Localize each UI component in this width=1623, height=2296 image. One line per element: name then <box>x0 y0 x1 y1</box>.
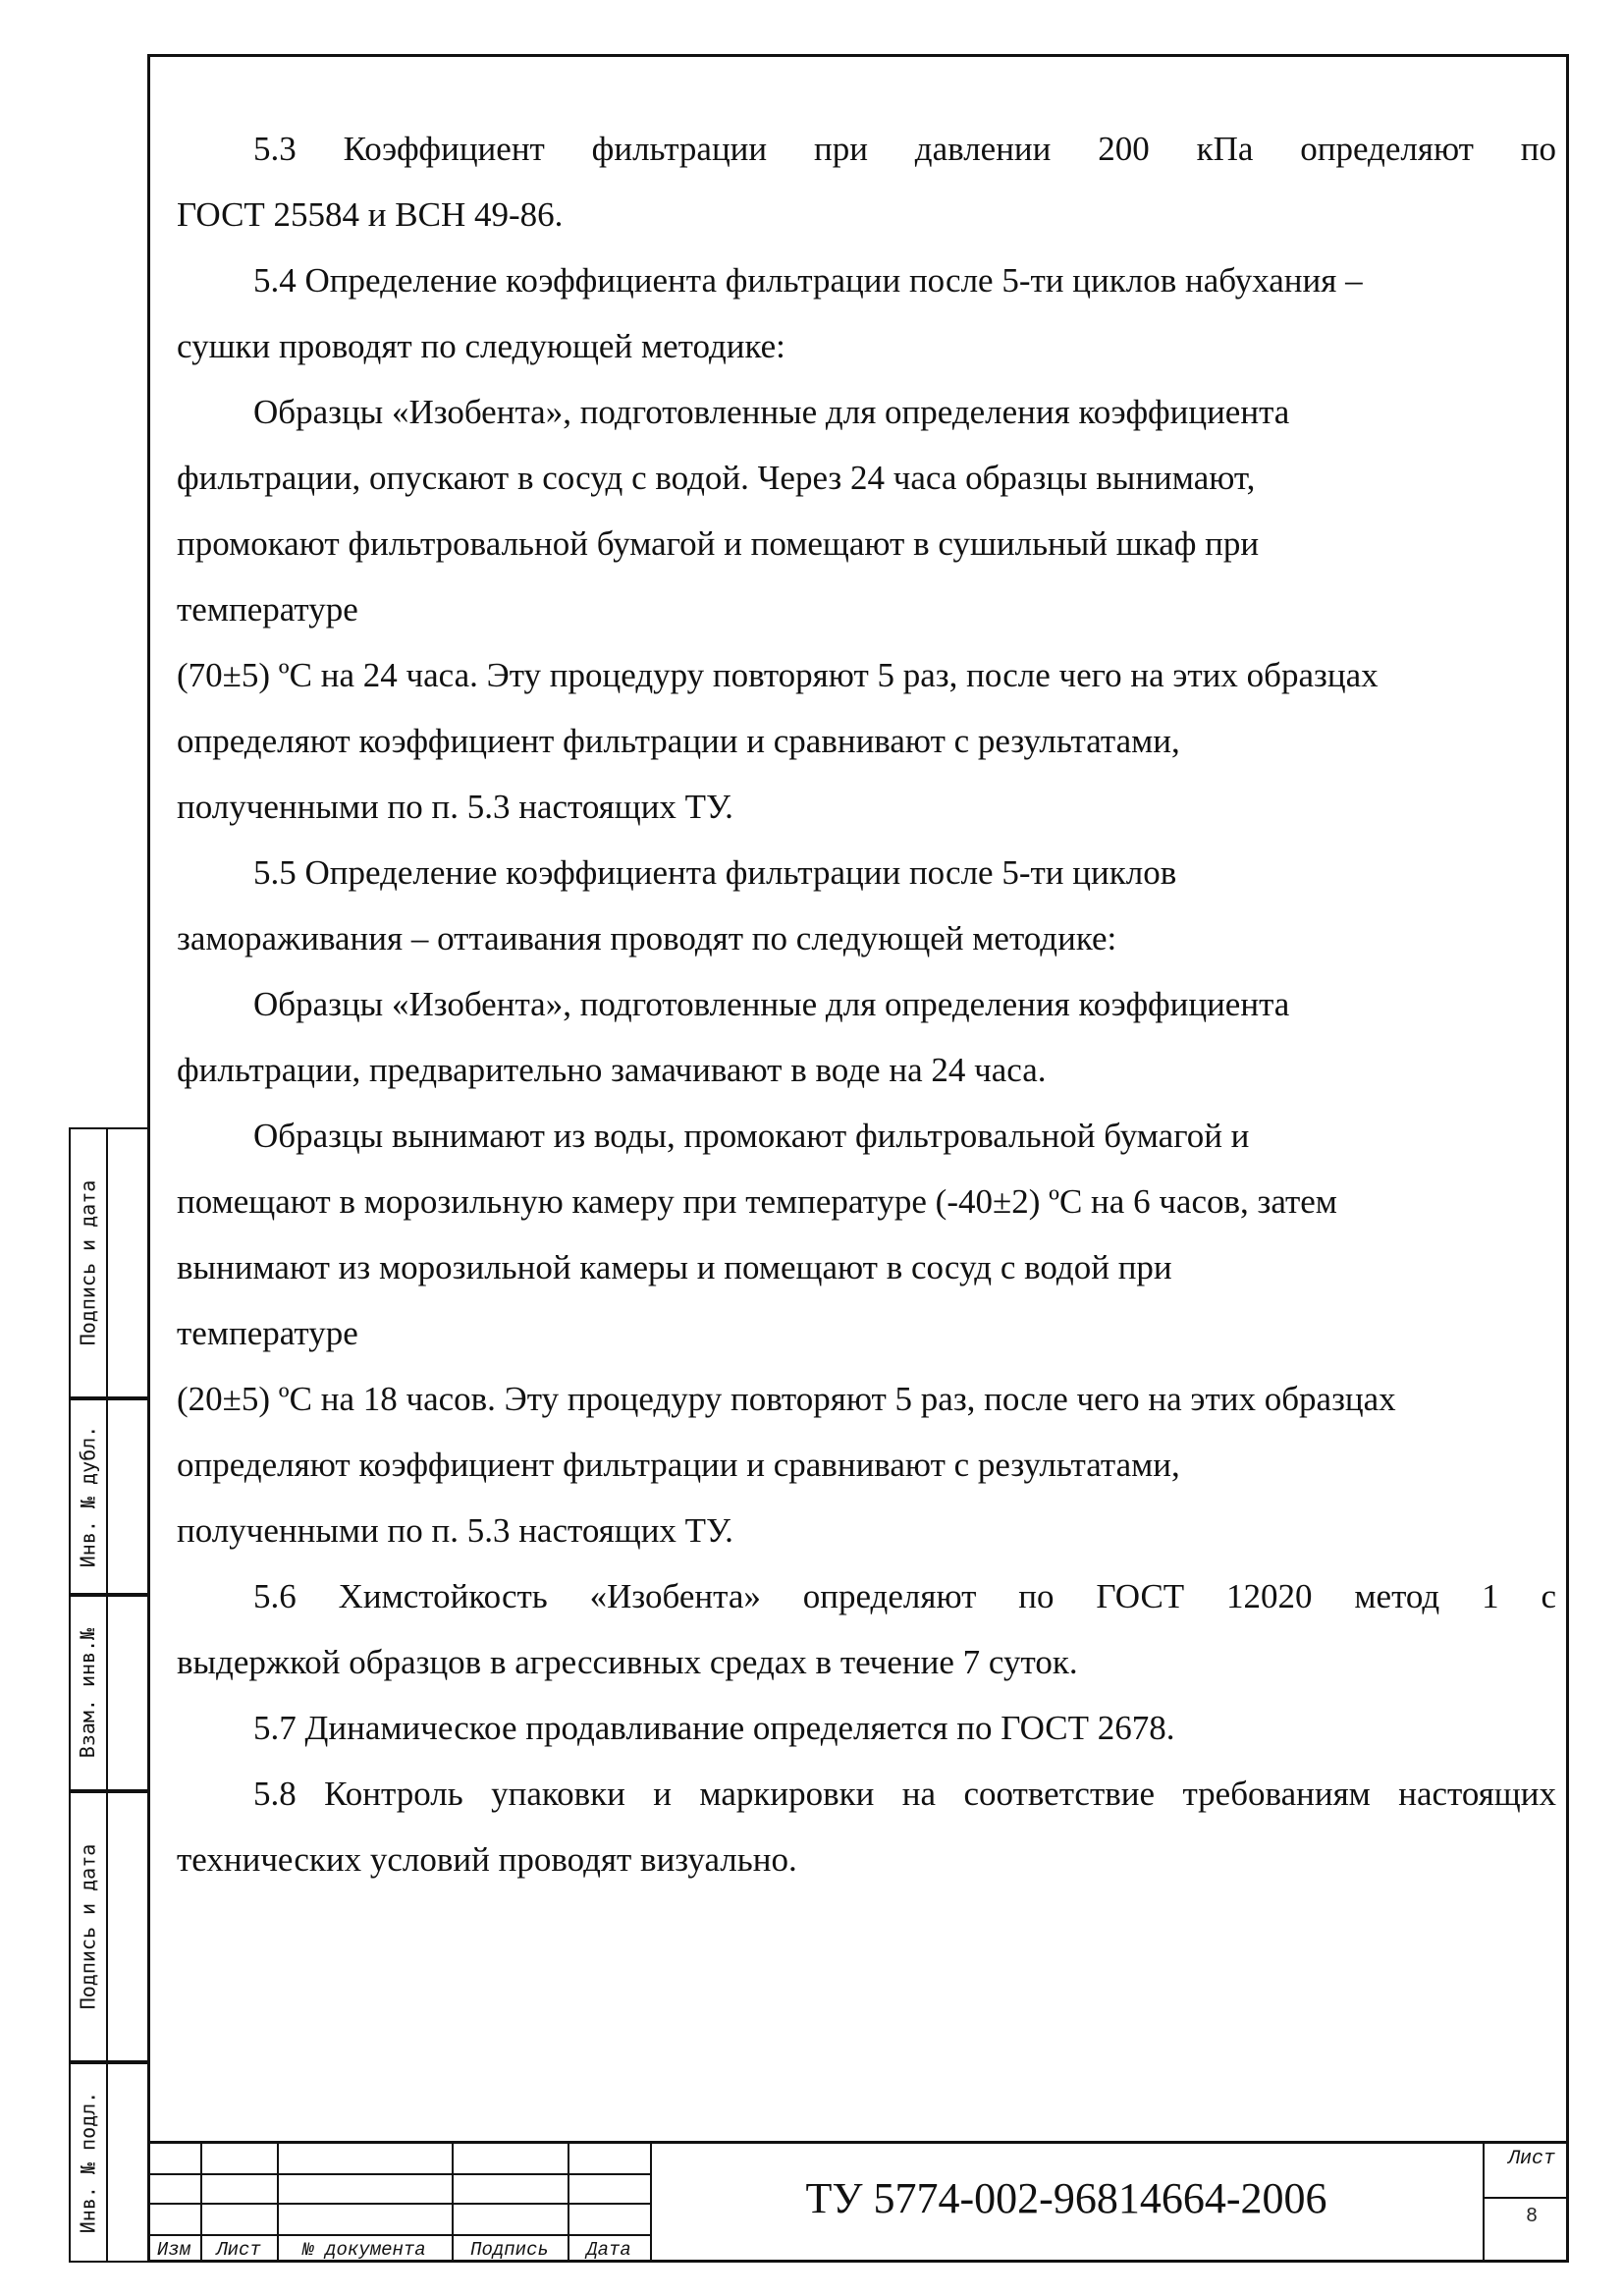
text-line: определяют коэффициент фильтрации и сравнивают с результатами, <box>177 722 1180 760</box>
text-line: 5.4 Определение коэффициента фильтрации после 5-ти циклов набухания – <box>253 261 1363 300</box>
text-line: 5.8 Контроль упаковки и маркировки на соответствие требованиям настоящих <box>253 1775 1556 1813</box>
sheet-number: 8 <box>1526 2205 1538 2226</box>
side-stamp <box>69 1127 147 2263</box>
side-label-signature-date-2: Подпись и дата <box>76 1843 100 2010</box>
text-line: температуре <box>177 1314 358 1352</box>
text-line: (70±5) ºС на 24 часа. Эту процедуру повторяют 5 раз, после чего на этих образцах <box>177 656 1379 694</box>
text-line: промокают фильтровальной бумагой и помещают в сушильный шкаф при <box>177 524 1260 563</box>
text-line: фильтрации, предварительно замачивают в воде на 24 часа. <box>177 1051 1047 1089</box>
text-line: сушки проводят по следующей методике: <box>177 327 785 365</box>
side-label-signature-date-1: Подпись и дата <box>76 1179 100 1346</box>
text-line: 5.3 Коэффициент фильтрации при давлении 200 кПа определяют по <box>253 130 1556 168</box>
col-label-change: Изм <box>156 2239 191 2261</box>
body-text <box>177 116 1556 1892</box>
col-label-document: № документа <box>302 2239 426 2261</box>
text-line: 5.7 Динамическое продавливание определяется по ГОСТ 2678. <box>253 1709 1175 1747</box>
text-line: Образцы «Изобента», подготовленные для определения коэффициента <box>253 985 1290 1023</box>
text-line: технических условий проводят визуально. <box>177 1840 797 1879</box>
col-label-date: Дата <box>586 2239 631 2261</box>
title-block <box>147 2141 1569 2263</box>
side-label-dup-inv: Инв. № дубл. <box>76 1425 99 1568</box>
text-line: Образцы «Изобента», подготовленные для определения коэффициента <box>253 393 1290 431</box>
text-line: (20±5) ºС на 18 часов. Эту процедуру повторяют 5 раз, после чего на этих образцах <box>177 1380 1396 1418</box>
text-line: фильтрации, опускают в сосуд с водой. Через 24 часа образцы вынимают, <box>177 459 1256 497</box>
side-label-orig-inv: Инв. № подл. <box>76 2091 99 2234</box>
text-line: 5.6 Химстойкость «Изобента» определяют по ГОСТ 12020 метод 1 с <box>253 1577 1556 1615</box>
text-line: полученными по п. 5.3 настоящих ТУ. <box>177 788 733 826</box>
text-line: ГОСТ 25584 и ВСН 49-86. <box>177 195 564 234</box>
document-code: ТУ 5774-002-96814664-2006 <box>805 2174 1327 2222</box>
text-line: 5.5 Определение коэффициента фильтрации после 5-ти циклов <box>253 853 1177 892</box>
side-label-replace-inv: Взам. инв.№ <box>76 1627 100 1759</box>
text-line: определяют коэффициент фильтрации и сравнивают с результатами, <box>177 1446 1180 1484</box>
text-line: вынимают из морозильной камеры и помещают в сосуд с водой при <box>177 1248 1172 1286</box>
text-line: помещают в морозильную камеру при температуре (-40±2) ºС на 6 часов, затем <box>177 1182 1337 1221</box>
text-line: температуре <box>177 590 358 629</box>
text-line: полученными по п. 5.3 настоящих ТУ. <box>177 1511 733 1550</box>
text-line: замораживания – оттаивания проводят по следующей методике: <box>177 919 1117 957</box>
sheet-label: Лист <box>1507 2148 1555 2170</box>
text-line: Образцы вынимают из воды, промокают фильтровальной бумагой и <box>253 1117 1250 1155</box>
col-label-sheet: Лист <box>216 2239 261 2261</box>
col-label-signature: Подпись <box>470 2239 549 2261</box>
text-line: выдержкой образцов в агрессивных средах в течение 7 суток. <box>177 1643 1078 1681</box>
